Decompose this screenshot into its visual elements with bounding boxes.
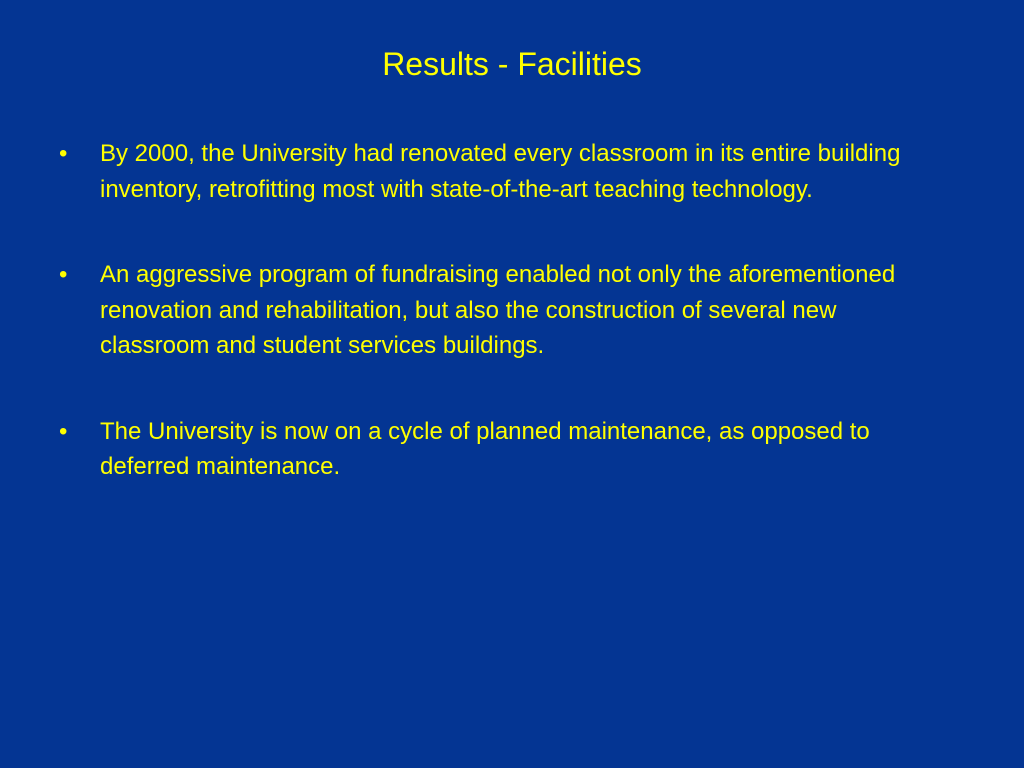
bullet-text-1: By 2000, the University had renovated every classroom in its entire building inventory, retrofitting most with state-of-the-art teaching technology.	[100, 140, 901, 203]
bullet-list	[59, 136, 919, 535]
bullet-marker: •	[59, 417, 68, 445]
bullet-item-3	[59, 414, 919, 485]
slide-title: Results - Facilities	[382, 46, 642, 82]
bullet-marker: •	[59, 140, 68, 167]
bullet-text-3: The University is now on a cycle of planned maintenance, as opposed to deferred maintenance.	[100, 417, 870, 480]
bullet-item-2	[59, 257, 919, 364]
bullet-item-1	[59, 136, 919, 207]
bullet-text-2: An aggressive program of fundraising enabled not only the aforementioned renovation and rehabilitation, but also the construction of several new classroom and student services buildings.	[100, 261, 896, 359]
bullet-marker: •	[59, 261, 68, 288]
